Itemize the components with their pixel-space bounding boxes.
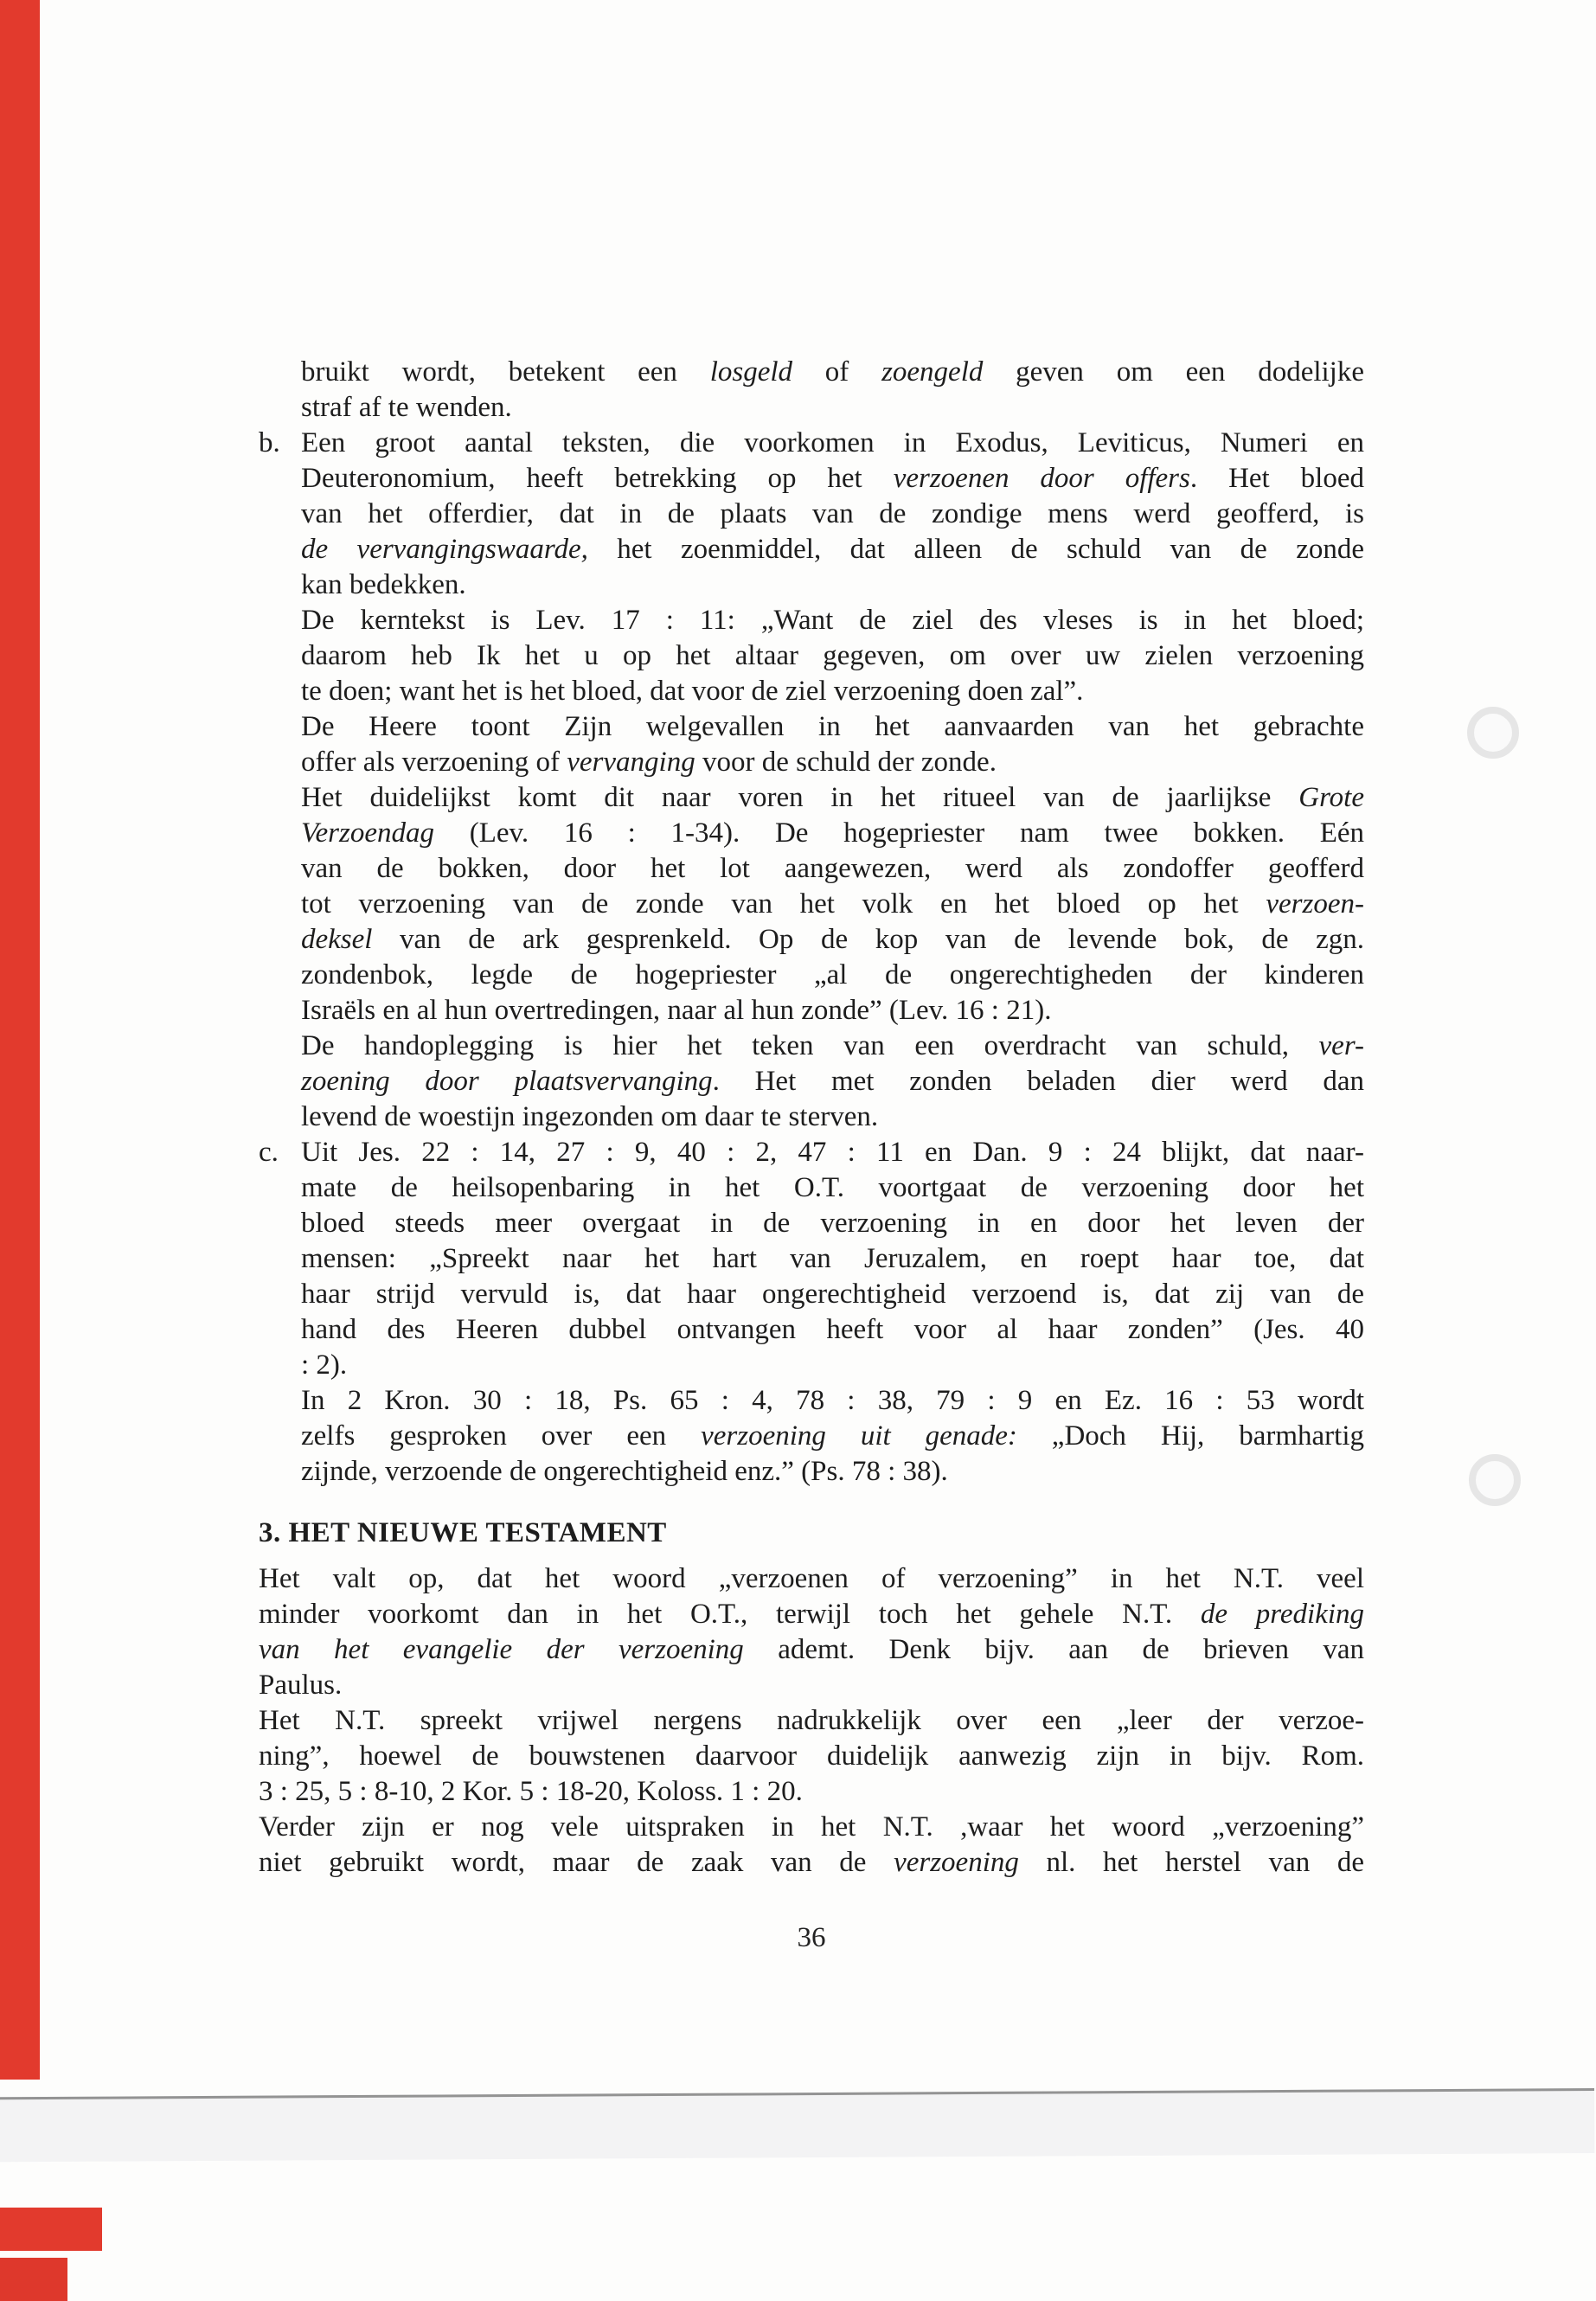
scan-edge-red-bar-top [0,2208,102,2251]
paragraph [259,1810,1364,1881]
text-run: niet gebruikt wordt, maar de zaak van de [259,1847,894,1878]
scan-page-edge-band [0,2088,1594,2162]
text-line [259,1668,1364,1703]
text-run: Uit Jes. 22 : 14, 27 : 9, 40 : 2, 47 : 11 en Dan. 9 : 24 blijkt, dat naar- [301,1137,1364,1168]
text-line [301,1029,1364,1064]
italic-text: losgeld [709,356,793,388]
text-line [301,674,1364,709]
text-line [301,1312,1364,1348]
text-run: Paulus. [259,1670,343,1701]
paragraph [259,355,1364,426]
text-run: Het valt op, dat het woord „verzoenen of verzoening” in het N.T. veel [259,1563,1364,1594]
text-run: Verder zijn er nog vele uitspraken in het N.T. ,waar het woord „verzoening” [259,1811,1364,1843]
page-text [259,355,1364,1881]
text-line [301,497,1364,532]
text-run: kan bedekken. [301,569,466,600]
text-line [259,1774,1364,1810]
text-line [259,1703,1364,1739]
paragraph [259,1703,1364,1810]
text-line [301,426,1364,461]
italic-text: zoengeld [881,356,984,388]
text-run: De Heere toont Zijn welgevallen in het aanvaarden van het gebrachte [301,711,1364,742]
text-line [259,1632,1364,1668]
text-line [259,1845,1364,1881]
text-line [301,1277,1364,1312]
text-run: Het N.T. spreekt vrijwel nergens nadrukkelijk over een „leer der verzoe- [259,1705,1364,1736]
text-run: ning”, hoewel de bouwstenen daarvoor duidelijk aanwezig zijn in bijv. Rom. [259,1740,1364,1772]
paragraph [259,1029,1364,1135]
scan-edge-red-strip [0,0,40,2080]
text-run: van de bokken, door het lot aangewezen, werd als zondoffer geofferd [301,853,1364,884]
text-run: mate de heilsopenbaring in het O.T. voortgaat de verzoening door het [301,1172,1364,1203]
text-line [301,993,1364,1029]
text-line [259,1561,1364,1597]
paragraph [259,603,1364,709]
text-run: te doen; want het is het bloed, dat voor de ziel verzoening doen zal”. [301,676,1084,707]
italic-text: Grote [1298,782,1364,813]
text-run: Het duidelijkst komt dit naar voren in het ritueel van de jaarlijkse [301,782,1299,813]
text-run: De kerntekst is Lev. 17 : 11: „Want de ziel des vleses is in het bloed; [301,605,1364,636]
text-run: tot verzoening van de zonde van het volk en het bloed op het [301,888,1266,920]
text-run: De handoplegging is hier het teken van een overdracht van schuld, [301,1030,1319,1061]
text-run: Israëls en al hun overtredingen, naar al hun zonde” (Lev. 16 : 21). [301,995,1052,1026]
italic-text: verzoening [894,1847,1019,1878]
text-line [301,780,1364,816]
text-line [301,1135,1364,1170]
paragraph [259,780,1364,1029]
text-run: . Het bloed [1189,463,1364,494]
text-run: daarom heb Ik het u op het altaar gegeven, om over uw zielen verzoening [301,640,1364,671]
page-number: 36 [797,1922,826,1953]
text-line [301,958,1364,993]
text-run: In 2 Kron. 30 : 18, Ps. 65 : 4, 78 : 38, 79 : 9 en Ez. 16 : 53 wordt [301,1385,1364,1416]
text-line [301,355,1364,390]
text-line [301,816,1364,851]
text-run: (Lev. 16 : 1-34). De hogepriester nam twee bokken. Eén [433,817,1364,849]
text-run: . Het met zonden beladen dier werd dan [712,1066,1364,1097]
paragraph [259,1383,1364,1490]
paragraph [259,1561,1364,1703]
text-line [259,1810,1364,1845]
italic-text: Verzoendag [301,817,434,849]
text-line [259,1739,1364,1774]
text-line [301,745,1364,780]
text-line [301,709,1364,745]
list-item-label: b. [259,427,280,458]
text-run: zondenbok, legde de hogepriester „al de ongerechtigheden der kinderen [301,959,1364,990]
scan-edge-red-bar-bottom [0,2258,67,2301]
text-run: bloed steeds meer overgaat in de verzoening in en door het leven der [301,1208,1364,1239]
text-line [301,1170,1364,1206]
text-run: geven om een dodelijke [983,356,1364,388]
text-run: ademt. Denk bijv. aan de brieven van [743,1634,1365,1665]
text-run: haar strijd vervuld is, dat haar ongerechtigheid verzoend is, dat zij van de [301,1279,1364,1310]
text-run: van het offerdier, dat in de plaats van de zondige mens werd geofferd, is [301,498,1364,529]
text-line [301,532,1364,567]
text-run: bruikt wordt, betekent een [301,356,710,388]
text-line [301,1241,1364,1277]
list-item [259,1135,1364,1383]
text-line [259,1597,1364,1632]
italic-text: zoening door plaatsvervanging [301,1066,713,1097]
text-run: het zoenmiddel, dat alleen de schuld van de zonde [587,534,1365,565]
text-line [301,922,1364,958]
text-line [301,1419,1364,1454]
text-line [301,1383,1364,1419]
section-heading: 3. HET NIEUWE TESTAMENT [259,1517,667,1548]
text-line [301,887,1364,922]
italic-text: verzoen- [1266,888,1364,920]
italic-text: verzoening uit genade: [701,1420,1017,1452]
text-run: hand des Heeren dubbel ontvangen heeft voor al haar zonden” (Jes. 40 [301,1314,1364,1345]
text-run: straf af te wenden. [301,392,512,423]
italic-text: de vervangingswaarde, [301,534,588,565]
text-run: mensen: „Spreekt naar het hart van Jeruzalem, en roept haar toe, dat [301,1243,1364,1274]
list-item-label: c. [259,1137,279,1168]
punch-hole-top [1467,707,1519,759]
text-line [301,1064,1364,1099]
italic-text: van het evangelie der verzoening [259,1634,744,1665]
text-line [301,567,1364,603]
italic-text: verzoenen door offers [893,463,1190,494]
text-run: zelfs gesproken over een [301,1420,702,1452]
text-run: Deuteronomium, heeft betrekking op het [301,463,894,494]
text-run: levend de woestijn ingezonden om daar te sterven. [301,1101,879,1132]
italic-text: vervanging [567,747,695,778]
text-run: „Doch Hij, barmhartig [1016,1420,1364,1452]
text-run: 3 : 25, 5 : 8-10, 2 Kor. 5 : 18-20, Koloss. 1 : 20. [259,1776,803,1807]
text-run: nl. het herstel van de [1018,1847,1364,1878]
text-run: offer als verzoening of [301,747,567,778]
text-run: van de ark gesprenkeld. Op de kop van de levende bok, de zgn. [372,924,1364,955]
italic-text: de prediking [1200,1599,1364,1630]
text-line [301,603,1364,638]
text-run: voor de schuld der zonde. [695,747,997,778]
italic-text: ver- [1318,1030,1364,1061]
text-line [301,1206,1364,1241]
text-line [301,1348,1364,1383]
text-line [301,390,1364,426]
text-line [301,461,1364,497]
text-run: zijnde, verzoende de ongerechtigheid enz.” (Ps. 78 : 38). [301,1456,948,1487]
text-line [301,1454,1364,1490]
text-line [301,1099,1364,1135]
italic-text: deksel [301,924,373,955]
paragraph [259,709,1364,780]
text-run: Een groot aantal teksten, die voorkomen in Exodus, Leviticus, Numeri en [301,427,1364,458]
text-run: of [792,356,882,388]
text-run: : 2). [301,1349,348,1381]
text-run: minder voorkomt dan in het O.T., terwijl toch het gehele N.T. [259,1599,1201,1630]
text-line [301,638,1364,674]
list-item [259,426,1364,603]
punch-hole-bottom [1469,1454,1521,1506]
text-line [301,851,1364,887]
